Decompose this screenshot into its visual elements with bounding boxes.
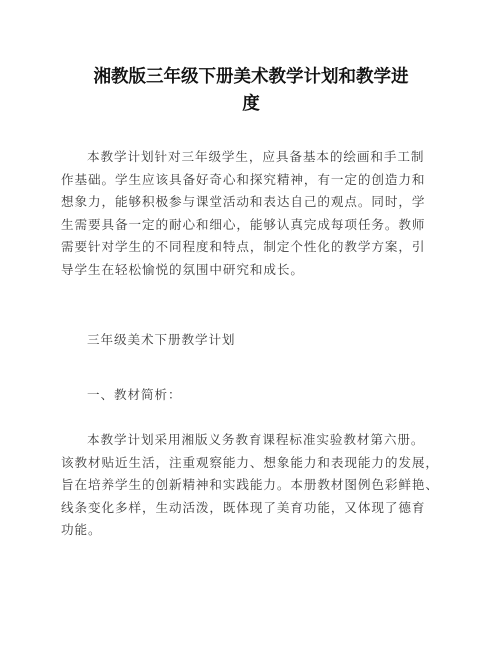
intro-line-1: 本教学计划针对三年级学生，应具备基本的绘画和手工制 [87,149,425,164]
intro-line-6: 导学生在轻松愉悦的氛围中研究和成长。 [61,261,304,277]
intro-line-4: 生需要具备一定的耐心和细心，能够认真完成每项任务。教师 [61,216,426,232]
intro-paragraph [61,146,446,281]
body-line-3: 旨在培养学生的创新精神和实践能力。本册教材图例色彩鲜艳、 [61,477,439,492]
intro-line-5: 需要针对学生的不同程度和特点，制定个性化的教学方案，引 [61,239,426,254]
intro-line-3: 想象力，能够积极参与课堂活动和表达自己的观点。同时，学 [61,194,426,209]
body-line-2: 该教材贴近生活，注重观察能力、想象能力和表现能力的发展， [61,454,439,470]
body-line-4: 线条变化多样，生动活泼，既体现了美育功能，又体现了德育 [61,499,426,515]
body-line-5: 功能。 [61,522,102,537]
body-line-1: 本教学计划采用湘版义务教育课程标准实验教材第六册。 [87,432,425,447]
title-line-1: 湘教版三年级下册美术教学计划和教学进 [93,67,409,87]
body-paragraph [61,429,446,542]
intro-line-2: 作基础。学生应该具备好奇心和探究精神，有一定的创造力和 [61,171,426,187]
section-heading-text: 三年级美术下册教学计划 [87,332,236,347]
subsection-heading [61,384,446,407]
title-line-2: 度 [242,94,260,114]
section-heading [61,329,446,352]
subsection-heading-text: 一、教材简析： [87,387,182,402]
document-title [60,64,442,118]
